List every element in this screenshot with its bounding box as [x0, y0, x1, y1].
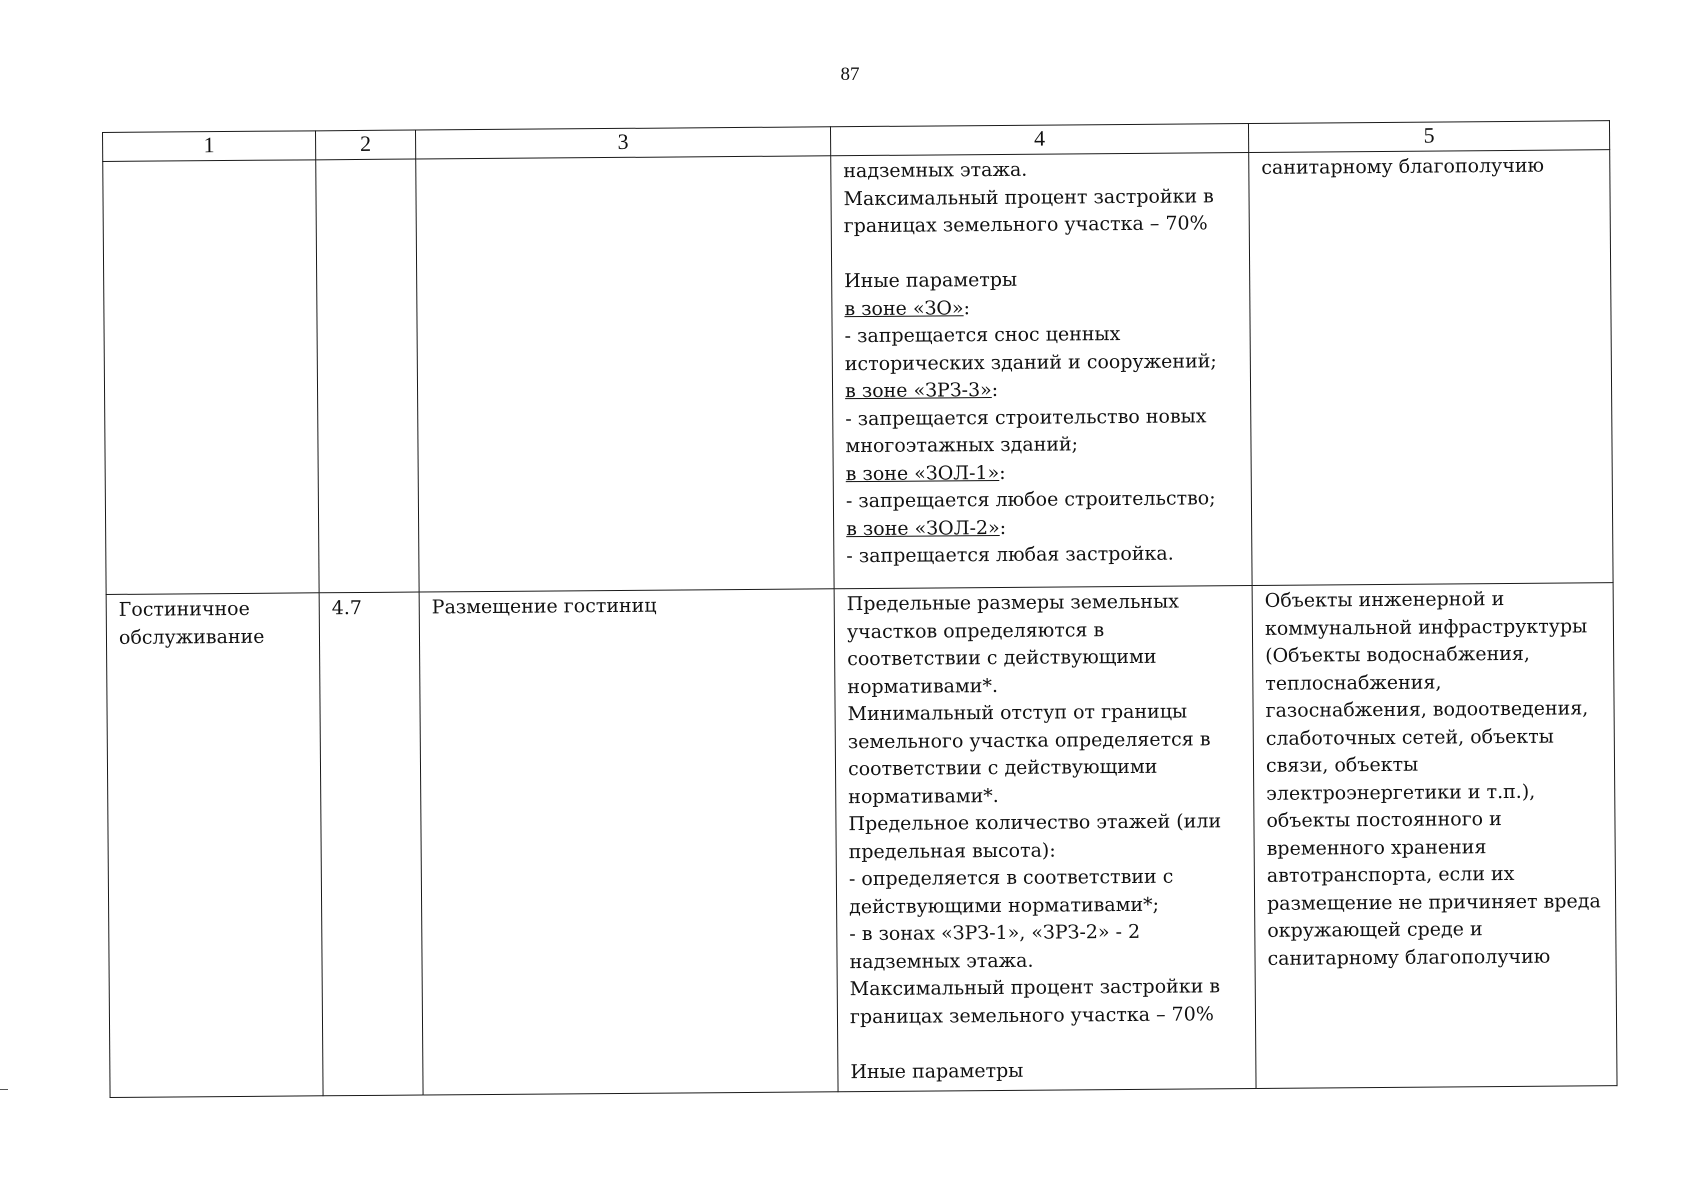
text-line: - запрещается строительство новых [845, 404, 1207, 430]
zone-name: в зоне «ЗОЛ-1» [845, 461, 1000, 485]
text-line: надземных этажа. [849, 949, 1034, 973]
text-line: объекты постоянного и [1266, 808, 1502, 832]
text-line: связи, объекты [1265, 753, 1419, 777]
text-line: теплоснабжения, [1265, 670, 1442, 695]
zone-name: в зоне «ЗРЗ-3» [844, 379, 992, 403]
text-line: электроэнергетики и т.п.), [1266, 780, 1536, 805]
text-line: временного хранения [1266, 835, 1487, 860]
cell-parameters [834, 585, 1256, 1091]
cell-auxiliary-uses [1249, 150, 1613, 586]
text-line: - запрещается любое строительство; [845, 487, 1216, 513]
text-line: слаботочных сетей, объекты [1265, 725, 1554, 750]
text-line: участков определяются в [846, 618, 1105, 643]
text-line: нормативами*. [847, 674, 999, 698]
zone-colon: : [999, 516, 1007, 539]
text-line: границах земельного участка – 70% [843, 212, 1208, 238]
text-line: коммунальной инфраструктуры [1264, 614, 1588, 640]
zone-heading [845, 375, 1240, 406]
table-row-hotel [106, 583, 1617, 1098]
text-line: надземных этажа. [843, 158, 1028, 183]
cell-use-code: 4.7 [319, 592, 423, 1096]
header-col-3: 3 [415, 127, 830, 159]
blank-line [844, 238, 1239, 269]
text-line: газоснабжения, водоотведения, [1265, 697, 1589, 722]
text-line: границах земельного участка – 70% [849, 1002, 1214, 1028]
cell-parameters [831, 152, 1252, 588]
zone-heading [844, 293, 1239, 324]
land-use-table [102, 120, 1618, 1098]
zone-colon: : [963, 296, 971, 319]
header-col-1: 1 [103, 131, 316, 162]
text-line: Максимальный процент застройки в [843, 184, 1214, 210]
text-line: Объекты инженерной и [1264, 588, 1505, 612]
cell-auxiliary-uses [1252, 583, 1617, 1089]
zone-heading [846, 458, 1241, 489]
text-line: автотранспорта, если их [1266, 862, 1515, 887]
scan-margin-mark [0, 1089, 8, 1090]
text-line: многоэтажных зданий; [845, 433, 1079, 458]
cell-use-name [106, 593, 323, 1098]
cell-use-name [103, 160, 319, 595]
cell-use-description [416, 156, 834, 592]
text-line: Иные параметры [850, 1059, 1024, 1083]
text-line: Гостиничное [118, 597, 250, 621]
cell-use-code [316, 159, 419, 593]
text-line: (Объекты водоснабжения, [1265, 642, 1530, 667]
page-number: 87 [840, 64, 860, 85]
text-line: нормативами*. [848, 784, 999, 808]
header-col-5: 5 [1248, 121, 1609, 153]
text-line: Максимальный процент застройки в [849, 975, 1221, 1001]
text-line: исторических зданий и сооружений; [844, 349, 1217, 375]
text-line: размещение не причиняет вреда [1267, 889, 1601, 915]
header-col-4: 4 [830, 123, 1248, 155]
text-line: соответствии с действующими [847, 755, 1158, 781]
text-line: соответствии с действующими [847, 645, 1157, 671]
text-line: предельная высота): [848, 839, 1056, 863]
text-line: Минимальный отступ от границы [847, 700, 1188, 726]
text-line: окружающей среде и [1267, 918, 1483, 942]
header-col-2: 2 [315, 130, 415, 160]
zone-name: в зоне «ЗОЛ-2» [846, 516, 1000, 540]
text-line: Иные параметры [844, 268, 1018, 293]
text-line: Предельное количество этажей (или [848, 810, 1222, 836]
text-line: земельного участка определяется в [847, 727, 1211, 753]
text-line: санитарному благополучию [1267, 945, 1551, 970]
blank-line [850, 1028, 1245, 1059]
zone-name: в зоне «ЗО» [844, 296, 964, 320]
cell-use-description: Размещение гостиниц [419, 589, 838, 1095]
text-line: действующими нормативами*; [849, 893, 1160, 918]
text-line: обслуживание [118, 625, 265, 649]
text-line: - запрещается снос ценных [844, 323, 1121, 348]
zone-colon: : [991, 378, 999, 402]
text-line: санитарному благополучию [1261, 154, 1545, 179]
zone-heading [846, 513, 1241, 544]
table-row-continued [103, 150, 1613, 595]
zone-colon: : [999, 461, 1006, 484]
text-line: Предельные размеры земельных [846, 590, 1179, 616]
text-line: - в зонах «ЗРЗ-1», «ЗРЗ-2» - 2 [849, 920, 1141, 946]
text-line: - определяется в соответствии с [848, 865, 1174, 891]
text-line: - запрещается любая застройка. [846, 542, 1174, 568]
